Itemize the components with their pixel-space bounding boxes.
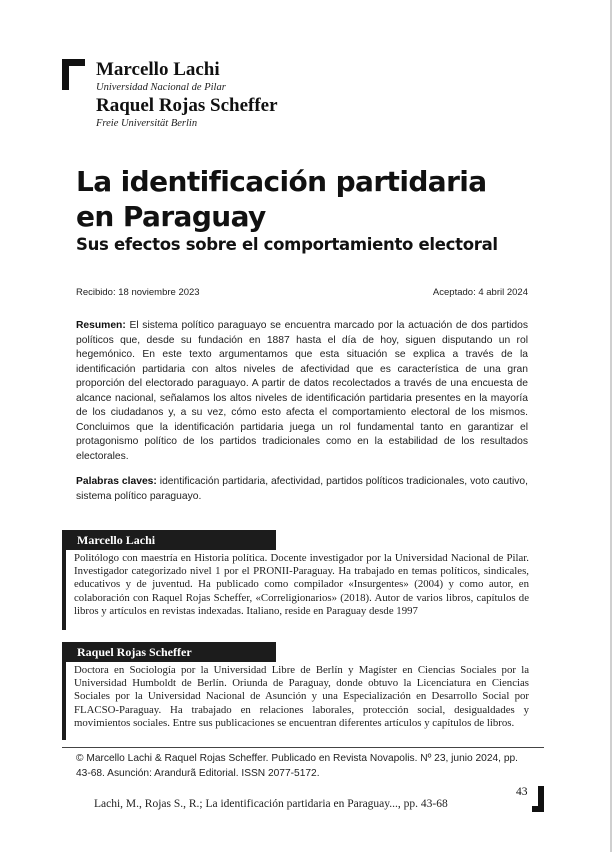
accepted-date: Aceptado: 4 abril 2024 [432, 287, 528, 298]
author-name: Marcello Lachi [96, 59, 220, 80]
corner-mark [62, 59, 85, 90]
bio-rule [62, 550, 66, 630]
author-bio [62, 530, 528, 634]
bio-text: Politólogo con maestría en Historia política. Docente investigador por la Universidad Nacional de Pilar. Investigador categorizado nivel 1 por el PRONII-Paraguay. Ha trabajado en temas políticos, sindicales, educativos y de juventud. Ha publicado como compilador «Insurgentes» (2004) y como autor, en colaboración con Raquel Rojas Scheffer, «Correligionarios» (2018). Autor de varios libros, capítulos de libros y artículos en revistas indexadas. Italiano, reside en Paraguay desde 1997 [74, 552, 529, 617]
author-block [96, 59, 278, 131]
bio-name: Raquel Rojas Scheffer [77, 645, 192, 659]
title-line: La identificación partidaria [76, 165, 487, 198]
keywords-label: Palabras claves: [76, 476, 157, 487]
running-footer: Lachi, M., Rojas S., R.; La identificación partidaria en Paraguay..., pp. 43-68 [94, 798, 448, 810]
article-title [76, 164, 546, 234]
footer-divider [62, 747, 544, 748]
author-affiliation: Universidad Nacional de Pilar [96, 82, 226, 93]
title-line: en Paraguay [76, 200, 266, 233]
author-affiliation: Freie Universität Berlin [96, 118, 198, 129]
received-date: Recibido: 18 noviembre 2023 [76, 287, 200, 298]
page-number: 43 [516, 786, 528, 798]
keywords [76, 475, 528, 504]
page-corner-mark [532, 786, 544, 812]
bio-rule [62, 662, 66, 740]
author-bio [62, 642, 528, 746]
abstract-text: El sistema político paraguayo se encuentra marcado por la actuación de dos partidos políticos que, desde su fundación en 1887 hasta el día de hoy, siguen disputando un rol hegemónico. En este texto argumentamos que esta situación se explica a través de la identificación partidaria con altos niveles de afectividad que es característica de una gran proporción del electorado paraguayo. A partir de datos recolectados a través de una encuesta de alcance nacional, señalamos los altos niveles de identificación partidaria presentes en la mayoría de los ciudadanos y, a su vez, cómo esto afecta el comportamiento electoral de los mismos. Concluimos que la identificación partidaria juega un rol fundamental tanto en garantizar el protagonismo político de los partidos tradicionales como en la estabilidad de los resultados electorales. [76, 320, 528, 462]
keywords-text: identificación partidaria, afectividad, partidos políticos tradicionales, voto cautivo, sistema político paraguayo. [76, 476, 528, 502]
abstract [76, 319, 528, 464]
bio-header [62, 642, 276, 662]
author-name: Raquel Rojas Scheffer [96, 95, 278, 116]
bio-text: Doctora en Sociología por la Universidad Libre de Berlín y Magíster en Ciencias Sociales por la Universidad Humboldt de Berlín. Oriunda de Paraguay, donde obtuvo la Licenciatura en Ciencias Sociales por la Universidad Nacional de Asunción y una Especialización en Desarrollo Social por FLACSO-Paraguay. Ha trabajado en relaciones laborales, protección social, desigualdades y movimientos sociales. Entre sus publicaciones se encuentran diferentes artículos y capítulos de libros. [74, 664, 529, 729]
article-subtitle: Sus efectos sobre el comportamiento electoral [76, 235, 498, 254]
abstract-label: Resumen: [76, 320, 126, 331]
copyright-notice: © Marcello Lachi & Raquel Rojas Scheffer. Publicado en Revista Novapolis. Nº 23, junio 2024, pp. 43-68. Asunción: Arandurã Editorial. ISSN 2077-5172. [76, 753, 518, 779]
bio-name: Marcello Lachi [77, 533, 156, 547]
bio-header [62, 530, 276, 550]
